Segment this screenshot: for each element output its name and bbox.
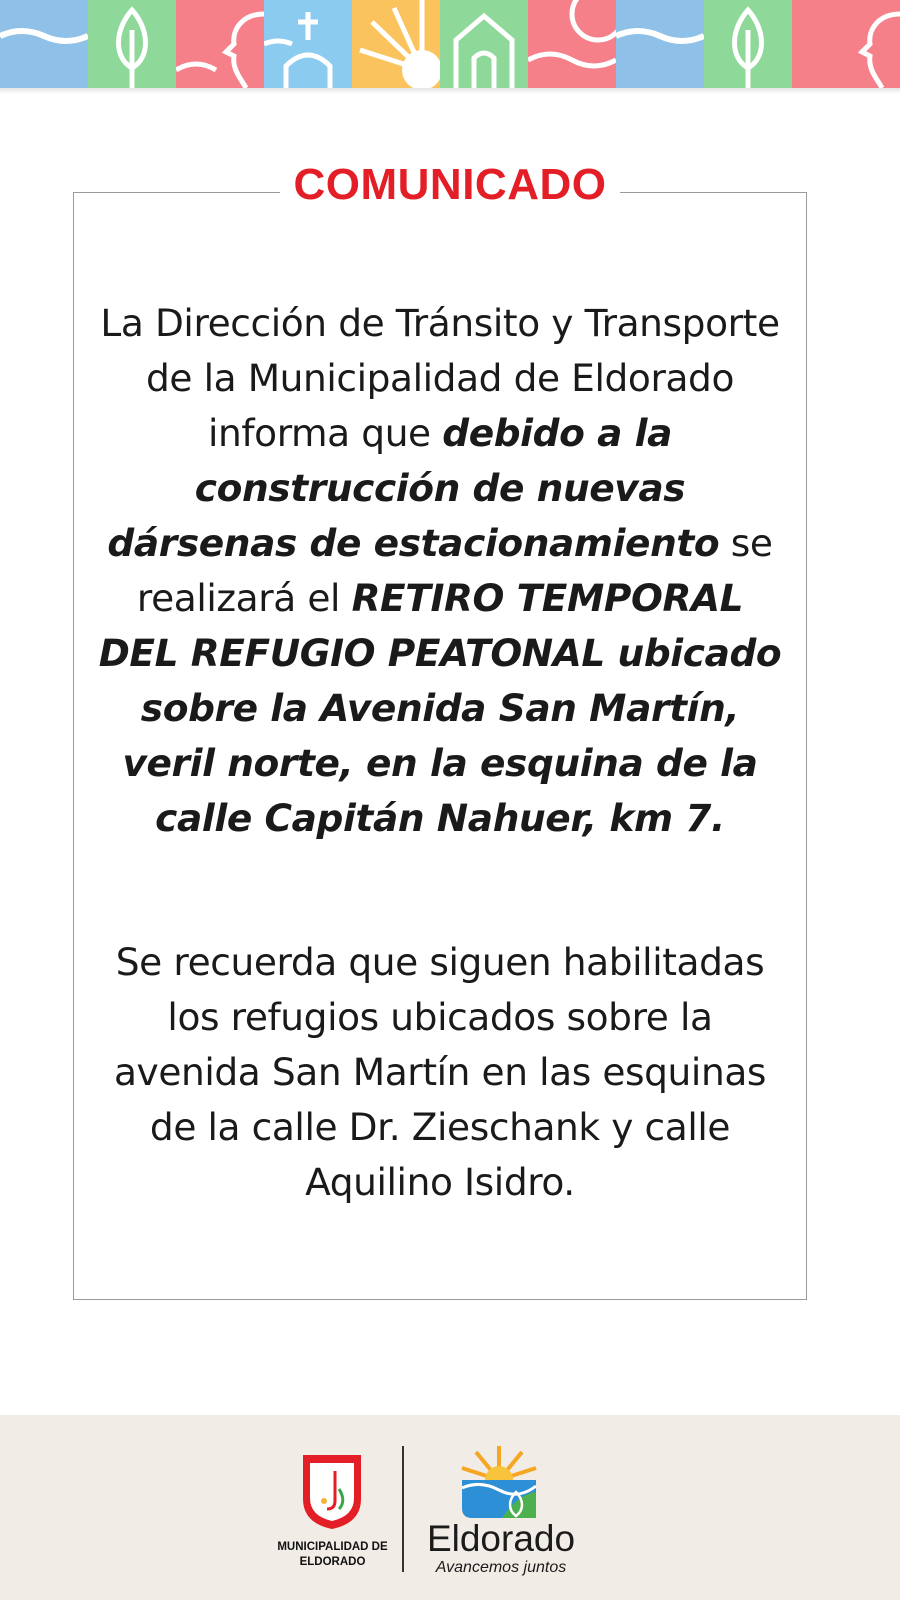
river-wave-icon	[0, 0, 88, 88]
face-tile	[176, 0, 264, 88]
notice-paragraph-main	[95, 296, 785, 846]
paragraph-intro: La Dirección de Tránsito y Transporte de la Municipalidad de Eldorado informa que	[100, 301, 780, 455]
brand-name: Eldorado	[426, 1518, 576, 1559]
house-tile	[440, 0, 528, 88]
face-profile-icon	[792, 0, 900, 88]
logo-divider	[402, 1446, 404, 1572]
river-tile	[0, 0, 88, 88]
river-tile-2	[616, 0, 704, 88]
paragraph-reason: debido a la construcción de nuevas dársenas de estacionamiento	[107, 411, 720, 565]
notice-paragraph-reminder: Se recuerda que siguen habilitadas los refugios ubicados sobre la avenida San Martín en las esquinas de la calle Dr. Zieschank y calle Aquilino Isidro.	[113, 940, 767, 1204]
tree-tile	[88, 0, 176, 88]
paragraph-notice: RETIRO TEMPORAL DEL REFUGIO PEATONAL ubicado sobre la Avenida San Martín, veril norte, en la esquina de la calle Capitán Nahuer, km 7.	[98, 576, 782, 840]
municipality-crest-logo	[299, 1451, 365, 1531]
gear-icon	[528, 0, 616, 88]
chapel-tile	[264, 0, 352, 88]
tree-tile-2	[704, 0, 792, 88]
face-profile-icon	[176, 0, 264, 88]
eldorado-sun-logo	[456, 1444, 542, 1520]
paragraph-connector: se realizará el	[136, 521, 773, 620]
sun-rays-icon	[352, 0, 440, 88]
decorative-banner	[0, 0, 900, 88]
gear-tile	[528, 0, 616, 88]
page-title: COMUNICADO	[280, 155, 620, 215]
tree-icon	[88, 0, 176, 88]
face-tile-2	[792, 0, 900, 88]
house-icon	[440, 0, 528, 88]
sun-tile	[352, 0, 440, 88]
banner-shadow	[0, 88, 900, 94]
brand-tagline: Avancemos juntos	[435, 1559, 567, 1576]
chapel-cross-icon	[264, 0, 352, 88]
municipality-name: MUNICIPALIDAD DE ELDORADO	[277, 1541, 388, 1568]
river-wave-icon	[616, 0, 704, 88]
tree-icon	[704, 0, 792, 88]
